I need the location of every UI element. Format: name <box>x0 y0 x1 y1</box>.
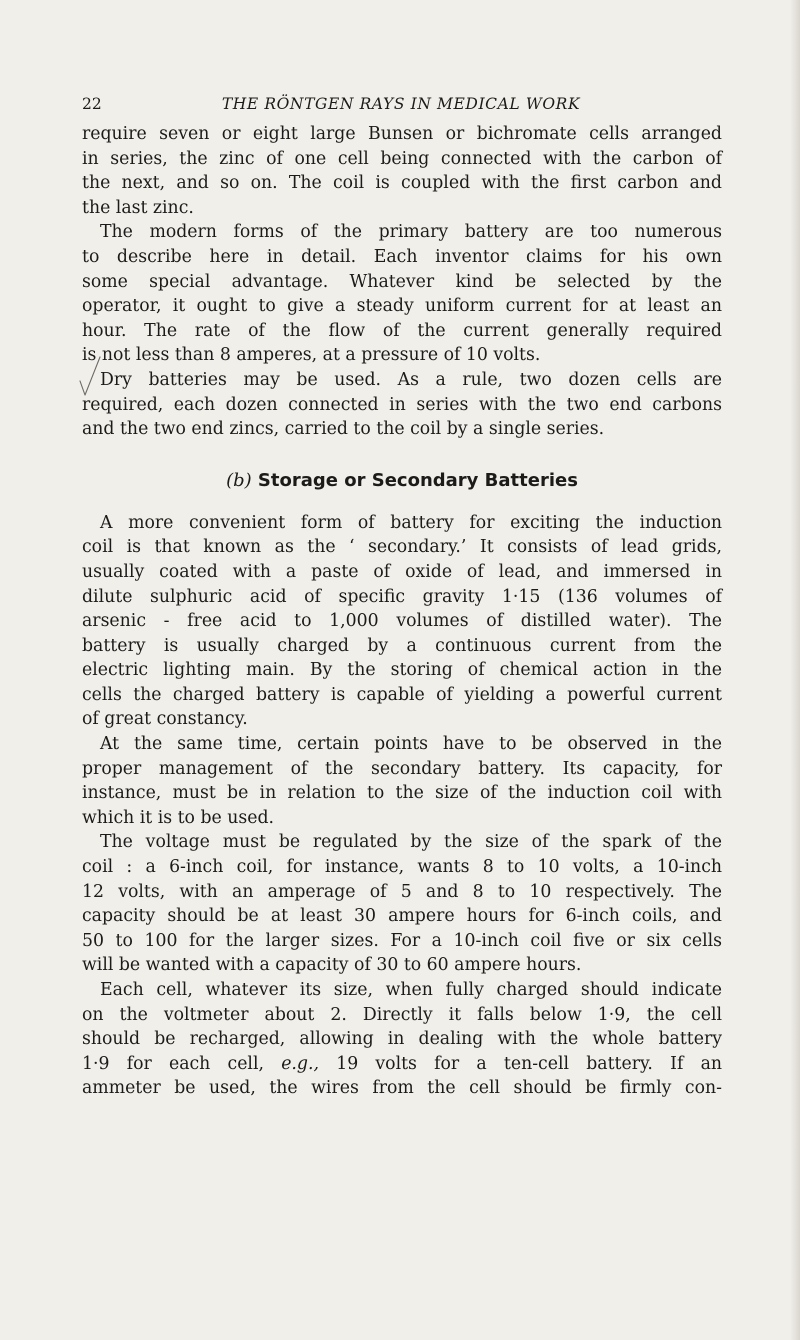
text-line: At the same time, certain points have to be observed in the <box>100 734 722 755</box>
text-line: electric lighting main. By the storing of chemical action in the <box>82 660 722 681</box>
text-line: in series, the zinc of one cell being connected with the carbon of <box>82 148 722 169</box>
text-line: arsenic - free acid to 1,000 volumes of distilled water). The <box>82 611 722 632</box>
text-line: ammeter be used, the wires from the cell should be firmly con- <box>82 1078 722 1099</box>
text-line: Dry batteries may be used. As a rule, two dozen cells are <box>100 369 722 390</box>
text-line: 12 volts, with an amperage of 5 and 8 to 10 respectively. The <box>82 881 722 902</box>
text-line: the next, and so on. The coil is coupled with the first carbon and <box>82 173 722 194</box>
paragraphs-primary-batteries <box>82 122 722 442</box>
text-line: and the two end zincs, carried to the coil by a single series. <box>82 419 605 440</box>
text-line: dilute sulphuric acid of specific gravity 1·15 (136 volumes of <box>82 586 722 607</box>
heading-spacer-bottom <box>82 495 722 511</box>
text-line: will be wanted with a capacity of 30 to 60 ampere hours. <box>82 955 582 976</box>
body-text <box>82 122 722 1101</box>
text-line: require seven or eight large Bunsen or bichromate cells arranged <box>82 124 722 144</box>
page-edge-shadow <box>790 0 800 1340</box>
text-line: is not less than 8 amperes, at a pressure of 10 volts. <box>82 345 541 366</box>
text-line: to describe here in detail. Each inventor claims for his own <box>82 246 722 267</box>
text-line: should be recharged, allowing in dealing with the whole battery <box>82 1029 722 1050</box>
text-line: cells the charged battery is capable of yielding a powerful current <box>82 684 722 705</box>
section-heading <box>82 467 722 495</box>
text-line: capacity should be at least 30 ampere hours for 6-inch coils, and <box>82 906 722 927</box>
heading-spacer-top <box>82 442 722 467</box>
text-line: 50 to 100 for the larger sizes. For a 10-inch coil five or six cells <box>82 930 722 951</box>
text-line: A more convenient form of battery for exciting the induction <box>100 512 722 533</box>
text-line: hour. The rate of the flow of the current generally required <box>82 320 722 341</box>
text-line: instance, must be in relation to the size of the induction coil with <box>82 783 722 804</box>
text-line: operator, it ought to give a steady uniform current for at least an <box>82 296 722 317</box>
text-line: proper management of the secondary battery. Its capacity, for <box>82 758 722 779</box>
text-line: coil : a 6-inch coil, for instance, wants 8 to 10 volts, a 10-inch <box>82 857 722 878</box>
section-heading-label: (b) <box>226 469 252 491</box>
text-line: on the voltmeter about 2. Directly it falls below 1·9, the cell <box>82 1004 722 1025</box>
text-line: The voltage must be regulated by the size of the spark of the <box>100 832 722 853</box>
text-line: of great constancy. <box>82 709 248 730</box>
text-line: the last zinc. <box>82 197 194 218</box>
text-line: coil is that known as the ‘ secondary.’ It consists of lead grids, <box>82 537 722 558</box>
text-line: some special advantage. Whatever kind be selected by the <box>82 271 722 292</box>
text-line: Each cell, whatever its size, when fully charged should indicate <box>100 980 722 1000</box>
page-header <box>82 92 720 116</box>
text-line: battery is usually charged by a continuous current from the <box>82 635 722 656</box>
paragraphs-secondary-batteries <box>82 511 722 1101</box>
text-line: usually coated with a paste of oxide of lead, and immersed in <box>82 561 722 582</box>
text-line: which it is to be used. <box>82 807 275 828</box>
text-line: The modern forms of the primary battery are too numerous <box>100 222 722 243</box>
text-line: required, each dozen connected in series with the two end carbons <box>82 394 722 415</box>
text-line: 1·9 for each cell, e.g., 19 volts for a ten-cell battery. If an <box>82 1053 723 1074</box>
page-number: 22 <box>82 95 102 113</box>
section-heading-title: Storage or Secondary Batteries <box>257 469 578 491</box>
running-title: THE RÖNTGEN RAYS IN MEDICAL WORK <box>221 95 581 113</box>
